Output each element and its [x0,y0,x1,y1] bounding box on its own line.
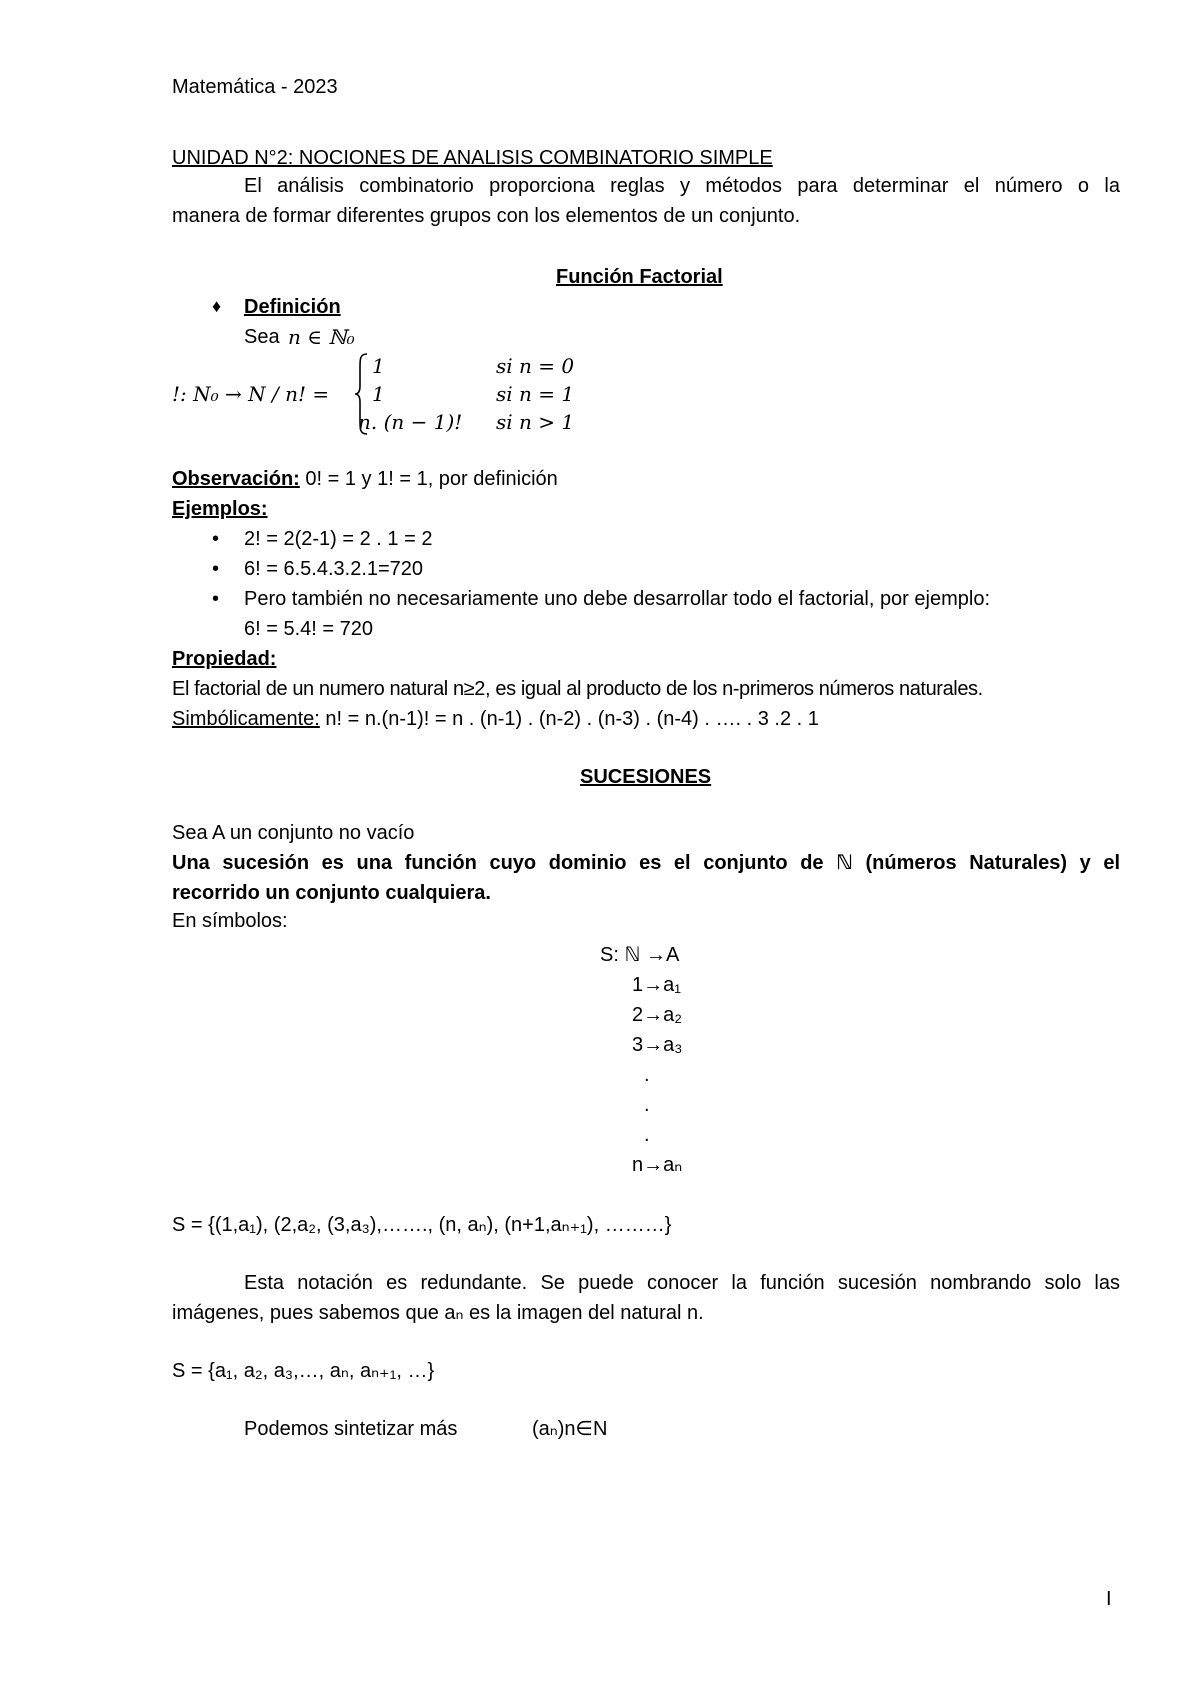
intro-line-1: El análisis combinatorio proporciona reglas y métodos para determinar el número o la [244,175,1120,197]
case-2-value: 1 [372,382,385,406]
page-number: I [1106,1588,1112,1610]
case-3-value: n. (n − 1)! [358,410,463,434]
sea-word: Sea [244,326,280,348]
example-continuation: 6! = 5.4! = 720 [244,618,373,640]
sequence-set-full: S = {(1,a₁), (2,a₂, (3,a₃),……., (n, aₙ), (n+1,aₙ₊₁), ………} [172,1214,672,1236]
case-1-condition: si n = 0 [496,354,575,378]
bullet-icon: • [212,558,220,580]
symbolic-text: n! = n.(n-1)! = n . (n-1) . (n-2) . (n-3) . (n-4) . …. . 3 .2 . 1 [319,708,819,730]
intro-line-2: manera de formar diferentes grupos con los elementos de un conjunto. [172,205,801,227]
synth-text: Podemos sintetizar más [244,1418,458,1440]
case-2-condition: si n = 1 [496,382,575,406]
section-title-sucesiones: SUCESIONES [580,766,712,788]
examples-label: Ejemplos: [172,498,268,520]
section-title-factorial: Función Factorial [556,266,723,288]
case-1-value: 1 [372,354,385,378]
note-line-2: imágenes, pues sabemos que aₙ es la imagen del natural n. [172,1302,704,1324]
property-text: El factorial de un numero natural n≥2, es igual al producto de los n-primeros números naturales. [172,678,983,700]
map-ellipsis-dot: . [644,1124,650,1146]
sea-expression: n ∈ ℕ₀ [288,325,355,349]
observation-line [172,466,558,493]
observation-label: Observación: [172,468,300,490]
bullet-icon: • [212,528,220,550]
map-row: n→aₙ [632,1154,683,1176]
diamond-bullet-icon: ♦ [212,296,222,316]
sea-a-line: Sea A un conjunto no vacío [172,822,415,844]
map-ellipsis-dot: . [644,1094,650,1116]
symbolic-line [172,706,819,733]
definition-bold-line-2: recorrido un conjunto cualquiera. [172,882,491,904]
map-row: 2→a₂ [632,1004,683,1026]
example-item-2: 6! = 6.5.4.3.2.1=720 [244,558,424,580]
property-label: Propiedad: [172,648,277,670]
factorial-mapping: !: N₀ → N / n! = [172,382,330,406]
case-3-condition: si n > 1 [496,410,575,434]
unit-title: UNIDAD N°2: NOCIONES DE ANALISIS COMBINATORIO SIMPLE [172,147,773,169]
bullet-icon: • [212,588,220,610]
map-row: 3→a₃ [632,1034,683,1056]
synth-expression: (aₙ)n∈N [532,1418,608,1440]
observation-text: 0! = 1 y 1! = 1, por definición [299,468,558,490]
symbolic-label: Simbólicamente: [172,708,320,730]
map-header: S: ℕ →A [600,944,680,966]
definition-bold-line-1: Una sucesión es una función cuyo dominio es el conjunto de ℕ (números Naturales) y el [172,852,1120,874]
definition-label: Definición [244,296,341,318]
map-ellipsis-dot: . [644,1064,650,1086]
symbols-label: En símbolos: [172,910,288,932]
sequence-set-short: S = {a₁, a₂, a₃,…, aₙ, aₙ₊₁, …} [172,1360,435,1382]
map-row: 1→a₁ [632,974,681,996]
page-header: Matemática - 2023 [172,76,338,98]
example-item-3: Pero también no necesariamente uno debe desarrollar todo el factorial, por ejemplo: [244,588,990,610]
note-line-1: Esta notación es redundante. Se puede conocer la función sucesión nombrando solo las [244,1272,1120,1294]
example-item-1: 2! = 2(2-1) = 2 . 1 = 2 [244,528,433,550]
